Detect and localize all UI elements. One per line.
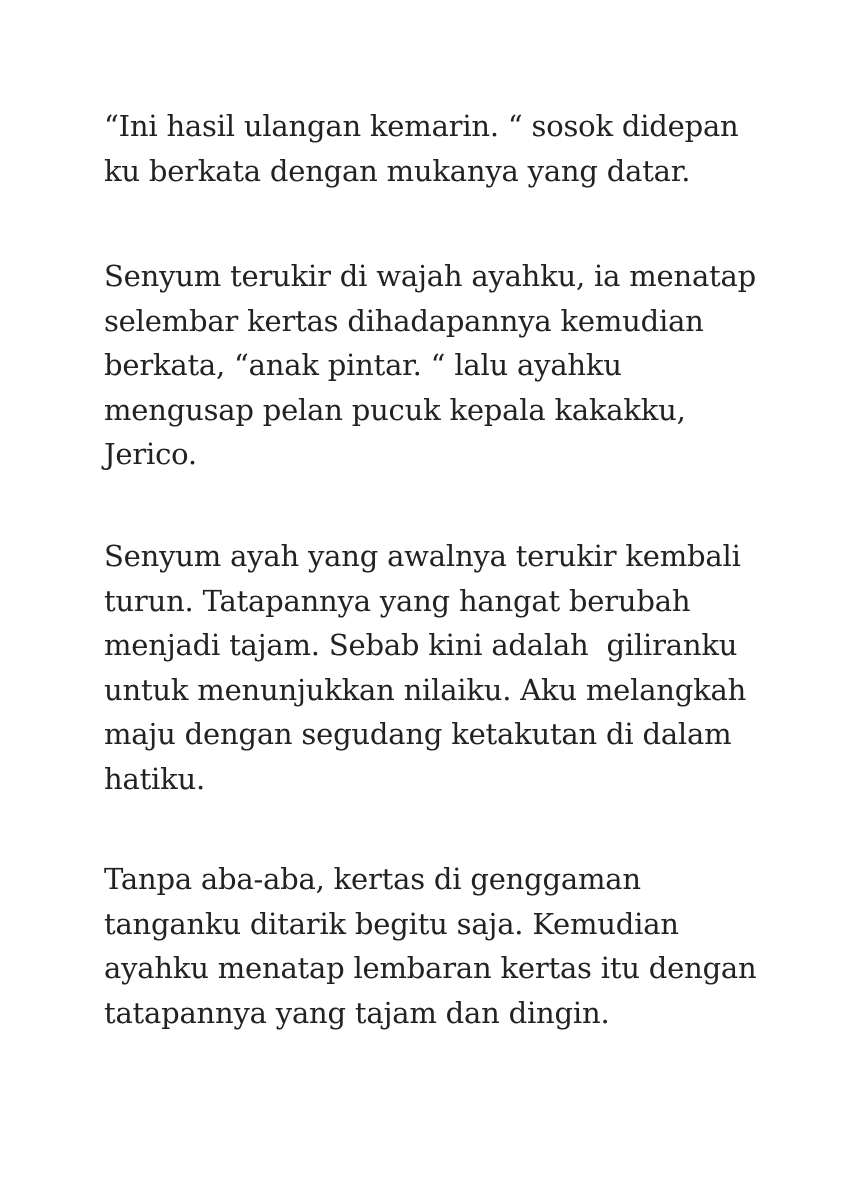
- paragraph-line: Tanpa aba-aba, kertas di genggaman: [104, 862, 641, 896]
- paragraph-4: [104, 857, 804, 1035]
- paragraph-line: mengusap pelan pucuk kepala kakakku,: [104, 392, 686, 427]
- paragraph-line: menjadi tajam. Sebab kini adalah giliranku: [104, 628, 738, 662]
- paragraph-line: berkata, “anak pintar. “ lalu ayahku: [104, 348, 622, 382]
- paragraph-line: hatiku.: [104, 761, 205, 796]
- paragraph-line: untuk menunjukkan nilaiku. Aku melangkah: [104, 672, 747, 707]
- paragraph-line: turun. Tatapannya yang hangat berubah: [104, 583, 691, 618]
- paragraph-line: maju dengan segudang ketakutan di dalam: [104, 717, 732, 751]
- paragraph-line: Senyum terukir di wajah ayahku, ia menatap: [104, 259, 756, 293]
- paragraph-line: ayahku menatap lembaran kertas itu dengan: [104, 951, 757, 985]
- paragraph-line: “Ini hasil ulangan kemarin. “ sosok didepan: [104, 109, 739, 143]
- paragraph-line: selembar kertas dihadapannya kemudian: [104, 303, 704, 338]
- paragraph-line: tanganku ditarik begitu saja. Kemudian: [104, 906, 679, 941]
- paragraph-3: [104, 534, 804, 801]
- paragraph-line: Senyum ayah yang awalnya terukir kembali: [104, 539, 741, 573]
- paragraph-2: [104, 254, 804, 477]
- paragraph-line: tatapannya yang tajam dan dingin.: [104, 995, 610, 1030]
- paragraph-line: Jerico.: [104, 437, 197, 471]
- paragraph-line: ku berkata dengan mukanya yang datar.: [104, 153, 691, 188]
- paragraph-1: [104, 104, 804, 193]
